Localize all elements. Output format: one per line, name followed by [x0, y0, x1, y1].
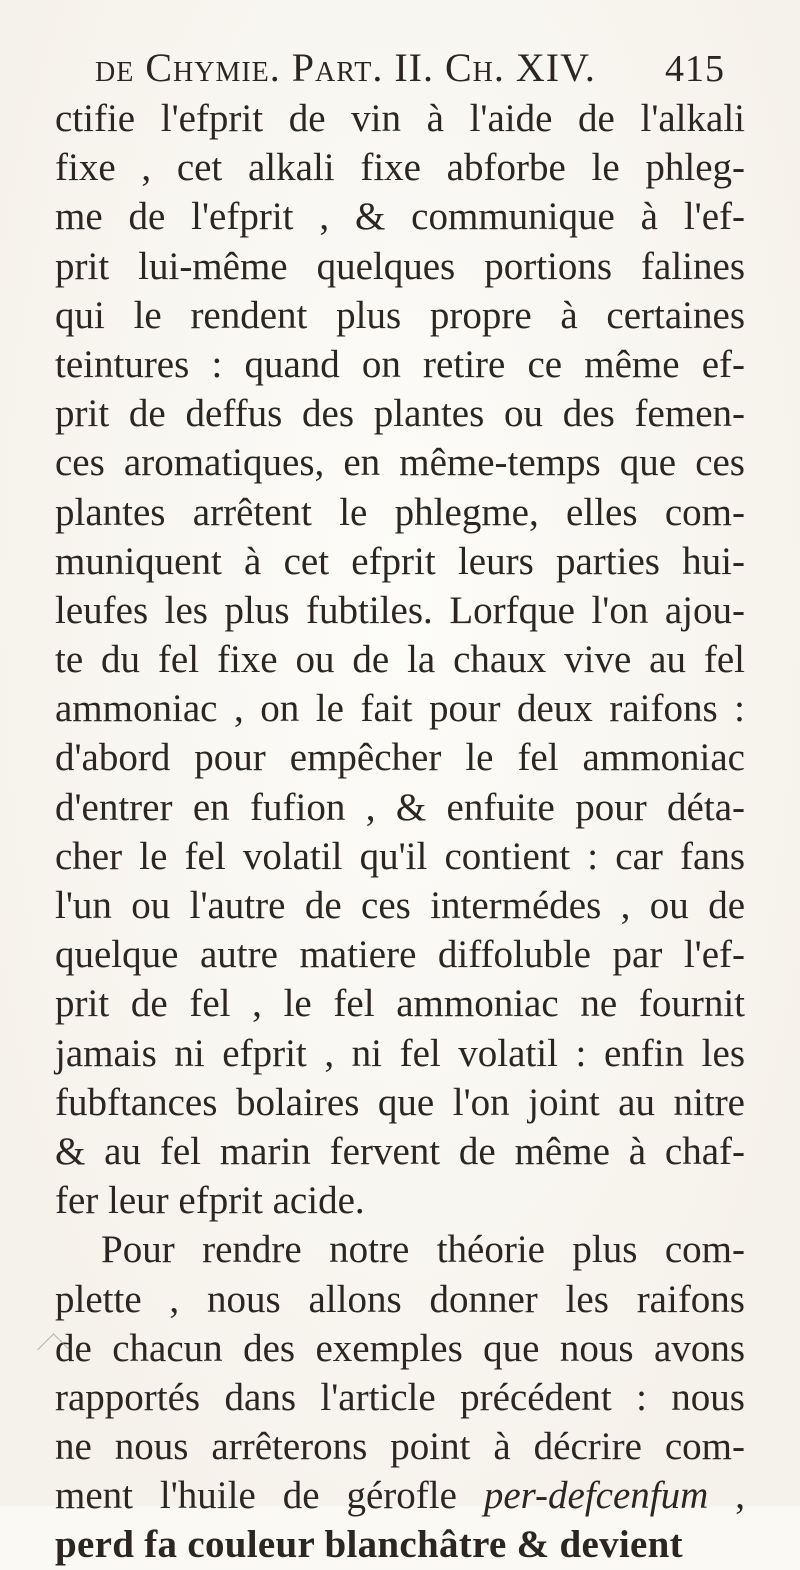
text-line: fer leur efprit acide.	[55, 1179, 365, 1223]
text-line: prit de fel , le fel ammoniac ne fournit	[55, 982, 745, 1026]
text-line-with-italic	[55, 1471, 745, 1520]
italic-latin-phrase: per-defcenfum	[483, 1474, 709, 1518]
text-line: d'abord pour empêcher le fel ammoniac	[55, 736, 745, 780]
text-line: me de l'efprit , & communique à l'ef-	[55, 195, 745, 239]
text-line: teintures : quand on retire ce même ef-	[55, 342, 745, 386]
text-segment: ,	[735, 1474, 746, 1518]
text-line: prit lui-même quelques portions falines	[55, 244, 745, 288]
text-line: jamais ni efprit , ni fel volatil : enfin les	[55, 1031, 745, 1075]
text-line: ne nous arrêterons point à décrire com-	[55, 1425, 745, 1469]
text-line: l'un ou l'autre de ces intermédes , ou de	[55, 884, 745, 927]
text-line: rapportés dans l'article précédent : nous	[55, 1375, 745, 1419]
text-line: fixe , cet alkali fixe abforbe le phleg-	[55, 146, 745, 190]
running-head-title: de Chymie. Part. II. Ch. XIV.	[95, 45, 596, 90]
text-segment: ment l'huile de gérofle	[55, 1474, 457, 1518]
text-line: cher le fel volatil qu'il contient : car fans	[55, 834, 745, 878]
running-head	[95, 44, 725, 91]
text-line: quelque autre matiere diffoluble par l'ef-	[55, 933, 745, 977]
text-line: de chacun des exemples que nous avons	[55, 1326, 745, 1370]
text-line: d'entrer en fufion , & enfuite pour déta-	[55, 785, 745, 829]
text-line: ammoniac , on le fait pour deux raifons :	[55, 687, 745, 731]
paragraph-start-line: Pour rendre notre théorie plus com-	[101, 1228, 745, 1272]
page-number: 415	[665, 48, 725, 90]
text-line: te du fel fixe ou de la chaux vive au fel	[55, 638, 745, 682]
text-line: prit de deffus des plantes ou des femen-	[55, 392, 745, 436]
text-line: perd fa couleur blanchâtre & devient	[55, 1523, 683, 1567]
text-line: & au fel marin fervent de même à chaf-	[55, 1129, 745, 1173]
text-line: leufes les plus fubtiles. Lorfque l'on ajou-	[55, 588, 745, 632]
text-line: ctifie l'efprit de vin à l'aide de l'alkali	[55, 97, 745, 140]
text-line: muniquent à cet efprit leurs parties hui-	[55, 539, 745, 583]
text-line: plette , nous allons donner les raifons	[55, 1277, 745, 1321]
text-line: ces aromatiques, en même-temps que ces	[55, 441, 745, 485]
text-line: qui le rendent plus propre à certaines	[55, 293, 745, 337]
body-text	[55, 94, 745, 1570]
text-line: fubftances bolaires que l'on joint au nitre	[55, 1080, 745, 1124]
text-line: plantes arrêtent le phlegme, elles com-	[55, 490, 745, 534]
